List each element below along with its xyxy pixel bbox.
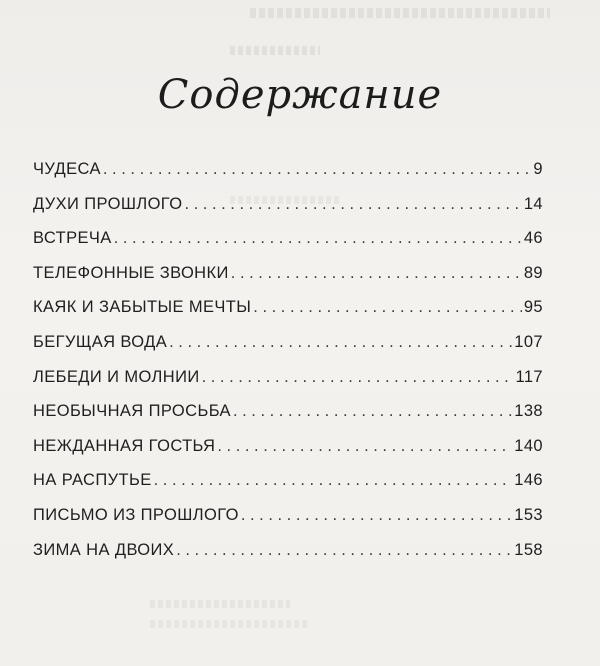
dot-leader [233,402,512,421]
dot-leader [114,229,522,248]
bleed-through-decoration [250,8,550,18]
toc-entry-page-number: 140 [514,436,543,455]
toc-entry-title: БЕГУЩАЯ ВОДА [33,332,168,351]
toc-entry-page-number: 95 [523,298,543,317]
page-title: Содержание [157,72,443,118]
toc-entry-title: ЧУДЕСА [33,160,101,178]
dot-leader [253,298,522,317]
toc-entry [33,368,543,403]
toc-entry [33,264,543,299]
dot-leader [184,195,521,214]
toc-entry [33,160,543,195]
toc-entry-page-number: 9 [533,160,543,178]
toc-entry [33,402,543,437]
toc-entry-page-number: 89 [523,263,543,282]
toc-entry-page-number: 153 [514,505,543,524]
bleed-through-decoration [150,600,290,608]
toc-entry-page-number: 107 [514,332,543,351]
toc-entry-title: ПИСЬМО ИЗ ПРОШЛОГО [33,505,239,524]
toc-entry-page-number: 158 [514,540,543,559]
toc-entry-title: ЗИМА НА ДВОИХ [33,540,175,559]
bleed-through-decoration [230,46,320,55]
toc-entry-title: НЕОБЫЧНАЯ ПРОСЬБА [33,402,231,421]
dot-leader [103,160,532,179]
toc-entry-page-number: 14 [523,194,543,213]
toc-entry-title: НЕЖДАННАЯ ГОСТЬЯ [33,436,216,455]
dot-leader [231,264,522,283]
dot-leader [217,437,512,456]
toc-entry [33,298,543,333]
toc-entry [33,506,543,541]
dot-leader [154,471,513,490]
toc-entry-title: КАЯК И ЗАБЫТЫЕ МЕЧТЫ [33,298,252,317]
toc-entry-title: ТЕЛЕФОННЫЕ ЗВОНКИ [33,263,229,282]
toc-entry-title: ЛЕБЕДИ И МОЛНИИ [33,367,200,386]
dot-leader [176,541,512,560]
toc-entry-title: НА РАСПУТЬЕ [33,471,152,490]
toc-entry-page-number: 46 [523,229,543,248]
toc-entry [33,229,543,264]
toc-entry-page-number: 117 [515,367,543,386]
toc-entry [33,195,543,230]
toc-entry [33,471,543,506]
table-of-contents [33,160,543,575]
toc-entry-title: ДУХИ ПРОШЛОГО [33,194,183,213]
dot-leader [241,506,512,525]
bleed-through-decoration [150,620,310,628]
toc-entry-title: ВСТРЕЧА [33,229,112,248]
toc-entry [33,437,543,472]
toc-entry [33,333,543,368]
toc-entry-page-number: 146 [514,471,543,490]
toc-entry [33,541,543,576]
dot-leader [202,368,514,387]
toc-entry-page-number: 138 [514,402,543,421]
dot-leader [169,333,512,352]
